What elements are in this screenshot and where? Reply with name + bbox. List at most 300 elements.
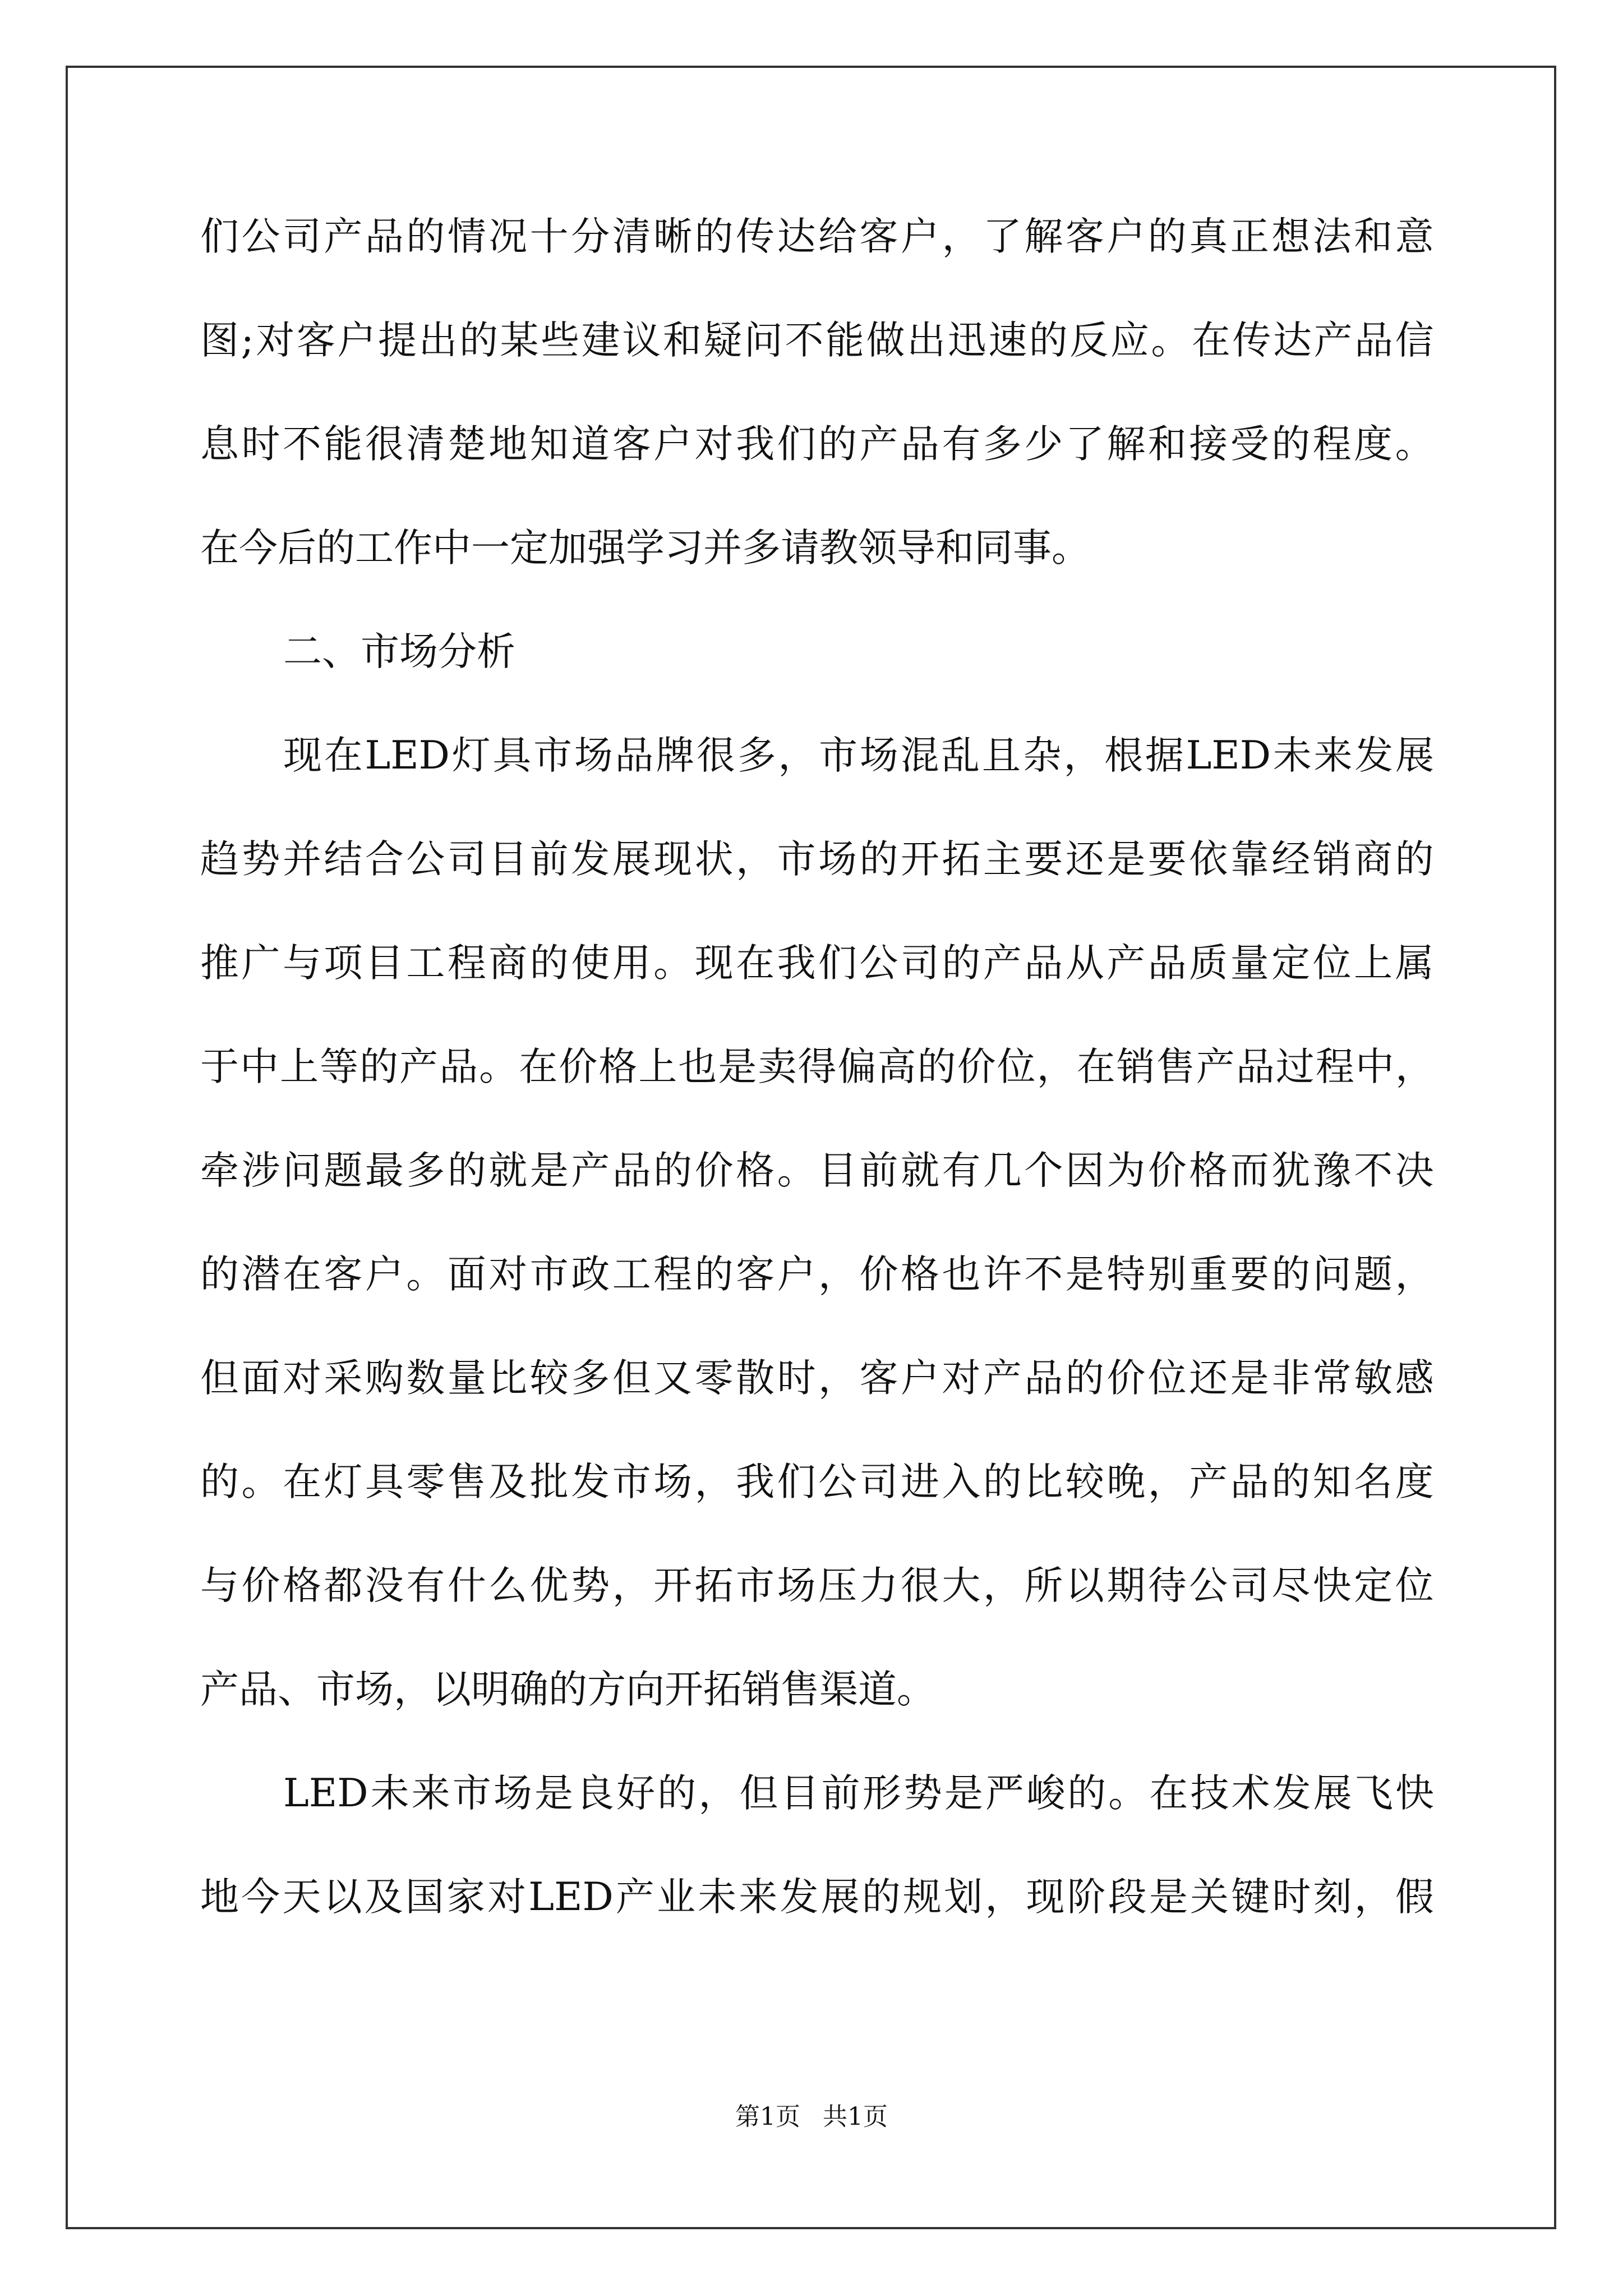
text-glyph: 定	[1354, 1563, 1393, 1608]
text-glyph: 公	[1189, 1563, 1228, 1608]
text-glyph: 的	[653, 1148, 693, 1193]
text-glyph: 客	[612, 422, 651, 467]
text-glyph: 们	[777, 1460, 816, 1504]
text-glyph: 品	[1024, 941, 1063, 986]
text-glyph: 要	[1147, 837, 1187, 882]
text-glyph: ，	[1395, 1045, 1434, 1089]
text-glyph: 品	[1354, 318, 1394, 363]
text-glyph: 正	[1230, 214, 1269, 259]
text-glyph: 面	[447, 1252, 486, 1297]
text-glyph: 但	[612, 1356, 651, 1401]
text-glyph: 发	[1272, 1771, 1311, 1816]
text-glyph: 品	[1235, 1045, 1275, 1089]
text-glyph: 清	[612, 214, 651, 259]
text-glyph: 产	[571, 1148, 610, 1193]
text-glyph: 的	[983, 1460, 1022, 1504]
text-glyph: 的	[861, 1875, 901, 1920]
text-glyph: 产	[615, 1875, 654, 1920]
text-glyph: 应	[1110, 318, 1149, 363]
text-glyph: ，	[942, 214, 981, 259]
text-glyph: 的	[200, 1252, 239, 1297]
text-glyph: 程	[1312, 422, 1352, 467]
text-glyph: 靠	[1230, 837, 1269, 882]
text-glyph: 的	[859, 837, 898, 882]
text-glyph: 们	[818, 941, 857, 986]
text-glyph: 度	[1354, 422, 1393, 467]
text-glyph: 没	[365, 1563, 404, 1608]
text-glyph: 品	[439, 1045, 478, 1089]
text-glyph: 格	[598, 1045, 638, 1089]
text-glyph: 不	[1354, 1148, 1393, 1193]
text-glyph: 很	[365, 422, 404, 467]
text-glyph: 反	[1069, 318, 1109, 363]
text-glyph: 道	[571, 422, 610, 467]
text-glyph: 中	[1355, 1045, 1394, 1089]
text-glyph: 十	[529, 214, 569, 259]
text-glyph: 晚	[1106, 1460, 1146, 1504]
text-glyph: 产	[983, 1356, 1022, 1401]
text-glyph: 客	[736, 1252, 775, 1297]
text-glyph: 假	[1395, 1875, 1434, 1920]
text-glyph: 提	[377, 318, 417, 363]
text-glyph: 的	[529, 941, 569, 986]
text-glyph: LED	[1186, 733, 1271, 778]
text-glyph: 想	[1271, 214, 1311, 259]
text-glyph: 个	[1024, 1148, 1063, 1193]
text-glyph: 还	[1189, 1356, 1228, 1401]
text-line	[200, 1045, 1434, 1152]
text-glyph: 场	[653, 1460, 693, 1504]
text-glyph: 是	[1149, 1875, 1188, 1920]
text-glyph: 的	[447, 1148, 486, 1193]
text-glyph: 严	[985, 1771, 1025, 1816]
text-glyph: 势	[903, 1771, 942, 1816]
text-glyph: 程	[1315, 1045, 1354, 1089]
text-glyph: 及	[364, 1875, 403, 1920]
text-glyph: 名	[1354, 1460, 1393, 1504]
text-glyph: 的	[694, 214, 734, 259]
text-glyph: 豫	[1312, 1148, 1352, 1193]
text-glyph: 达	[777, 214, 816, 259]
text-glyph: 的	[359, 1045, 399, 1089]
text-glyph: 场	[493, 1771, 532, 1816]
text-glyph: 我	[736, 422, 775, 467]
text-glyph: 得	[797, 1045, 837, 1089]
text-glyph: 图	[200, 318, 239, 363]
text-glyph: 息	[200, 422, 239, 467]
text-glyph: 产	[1106, 941, 1146, 986]
text-glyph: 的	[657, 1771, 697, 1816]
text-glyph: 乱	[941, 733, 980, 778]
text-glyph: 司	[447, 837, 486, 882]
text-glyph: 户	[337, 318, 376, 363]
text-glyph: 合	[365, 837, 404, 882]
text-glyph: ，	[694, 1460, 734, 1504]
text-glyph: 多	[406, 1148, 445, 1193]
text-glyph: 从	[1065, 941, 1104, 986]
text-glyph: 楚	[447, 422, 486, 467]
text-glyph: 有	[942, 1148, 981, 1193]
text-line: 产品、市场，以明确的方向开拓销售渠道。	[200, 1667, 935, 1712]
text-glyph: 知	[1312, 1460, 1352, 1504]
text-glyph: 对	[256, 318, 295, 363]
text-glyph: 的	[200, 1460, 239, 1504]
text-glyph: 在	[1191, 318, 1230, 363]
text-glyph: 格	[1189, 1148, 1228, 1193]
text-glyph: 场	[574, 733, 613, 778]
text-glyph: 敏	[1354, 1356, 1393, 1401]
text-glyph: 开	[653, 1563, 693, 1608]
text-glyph: 展	[612, 837, 651, 882]
text-glyph: 涉	[241, 1148, 280, 1193]
text-glyph: 多	[571, 1356, 610, 1401]
text-glyph: 发	[1354, 733, 1394, 778]
text-glyph: 前	[859, 1148, 898, 1193]
text-glyph: 工	[612, 1252, 651, 1297]
text-glyph: 来	[1313, 733, 1353, 778]
text-glyph: 程	[447, 941, 486, 986]
text-glyph: 程	[653, 1252, 693, 1297]
text-glyph: 司	[1230, 1563, 1269, 1608]
text-glyph: ，	[1354, 1875, 1393, 1920]
text-glyph: 产	[324, 214, 363, 259]
text-glyph: 户	[900, 214, 939, 259]
text-glyph: 现	[694, 941, 734, 986]
text-glyph: 在	[282, 1252, 321, 1297]
text-glyph: 犹	[1271, 1148, 1311, 1193]
text-glyph: 现	[283, 733, 322, 778]
text-glyph: 形	[862, 1771, 901, 1816]
text-glyph: 价	[694, 1148, 734, 1193]
text-glyph: 的	[818, 422, 857, 467]
text-glyph: 真	[1189, 214, 1228, 259]
text-glyph: ，	[1036, 1045, 1076, 1089]
text-glyph: 户	[900, 1356, 939, 1401]
text-glyph: 市	[452, 1771, 491, 1816]
text-glyph: 上	[1354, 941, 1393, 986]
text-glyph: 尽	[1271, 1563, 1311, 1608]
text-glyph: 牵	[200, 1148, 239, 1193]
text-glyph: 进	[900, 1460, 939, 1504]
text-glyph: 采	[324, 1356, 363, 1401]
text-glyph: ，	[736, 837, 775, 882]
text-glyph: 也	[678, 1045, 717, 1089]
text-glyph: 商	[488, 941, 528, 986]
text-glyph: 峻	[1026, 1771, 1066, 1816]
text-glyph: 些	[541, 318, 580, 363]
document-body	[200, 214, 1434, 1982]
text-glyph: 偏	[837, 1045, 877, 1089]
text-glyph: 情	[447, 214, 486, 259]
text-glyph: 是	[944, 1771, 983, 1816]
text-glyph: 价	[1106, 1356, 1146, 1401]
text-glyph: 是	[534, 1771, 573, 1816]
text-glyph: 格	[282, 1563, 321, 1608]
text-glyph: 术	[1231, 1771, 1270, 1816]
text-glyph: 发	[780, 1875, 819, 1920]
text-glyph: 零	[406, 1460, 445, 1504]
text-glyph: 开	[900, 837, 939, 882]
text-glyph: 且	[982, 733, 1021, 778]
text-glyph: 广	[241, 941, 280, 986]
text-glyph: 户	[653, 422, 693, 467]
text-glyph: 现	[1026, 1875, 1065, 1920]
text-glyph: 状	[694, 837, 734, 882]
text-glyph: 期	[1106, 1563, 1146, 1608]
text-glyph: 传	[1232, 318, 1271, 363]
text-glyph: 对	[488, 1252, 528, 1297]
text-glyph: 公	[406, 837, 445, 882]
text-glyph: 晰	[653, 214, 693, 259]
text-glyph: ，	[1063, 733, 1103, 778]
text-line	[200, 837, 1434, 944]
text-glyph: 市	[736, 1563, 775, 1608]
text-glyph: 什	[447, 1563, 486, 1608]
text-glyph: 很	[696, 733, 735, 778]
text-glyph: 据	[1145, 733, 1184, 778]
text-glyph: 发	[571, 1460, 610, 1504]
text-glyph: 解	[1024, 214, 1063, 259]
text-glyph: 但	[739, 1771, 778, 1816]
text-glyph: 问	[744, 318, 783, 363]
text-glyph: 品	[1024, 1356, 1063, 1401]
text-glyph: 了	[983, 214, 1022, 259]
text-glyph: LED	[528, 1875, 614, 1920]
text-glyph: 依	[1189, 837, 1228, 882]
text-glyph: 户	[1106, 214, 1146, 259]
text-glyph: 的	[1395, 837, 1434, 882]
text-glyph: 好	[616, 1771, 656, 1816]
text-glyph: 使	[571, 941, 610, 986]
text-glyph: 客	[324, 1252, 363, 1297]
text-glyph: 国	[405, 1875, 444, 1920]
text-glyph: 场	[859, 733, 898, 778]
text-glyph: 在	[324, 733, 363, 778]
text-glyph: 并	[282, 837, 321, 882]
text-glyph: 产	[399, 1045, 439, 1089]
text-line	[200, 1148, 1434, 1255]
text-glyph: 品	[1147, 941, 1187, 986]
text-glyph: 牌	[656, 733, 695, 778]
text-glyph: 散	[736, 1356, 775, 1401]
text-glyph: 场	[818, 837, 857, 882]
text-glyph: 信	[1395, 318, 1434, 363]
text-glyph: 客	[296, 318, 335, 363]
text-glyph: 目	[818, 1148, 857, 1193]
text-glyph: 展	[1395, 733, 1434, 778]
text-glyph: 议	[622, 318, 661, 363]
text-glyph: 对	[942, 1356, 981, 1401]
text-glyph: 技	[1190, 1771, 1229, 1816]
text-line	[200, 214, 1434, 321]
text-glyph: 。	[777, 1148, 816, 1193]
text-glyph: 展	[1313, 1771, 1352, 1816]
text-glyph: 趋	[200, 837, 239, 882]
text-glyph: 未	[370, 1771, 409, 1816]
text-glyph: 少	[1024, 422, 1063, 467]
text-glyph: 很	[900, 1563, 939, 1608]
text-glyph: ，	[1395, 1252, 1434, 1297]
text-glyph: 售	[447, 1460, 486, 1504]
text-glyph: 高	[877, 1045, 916, 1089]
text-glyph: 司	[859, 1460, 898, 1504]
text-glyph: 时	[241, 422, 280, 467]
text-glyph: 地	[488, 422, 528, 467]
text-glyph: 时	[1272, 1875, 1311, 1920]
text-glyph: 几	[983, 1148, 1022, 1193]
text-glyph: 是	[1065, 1252, 1104, 1297]
text-line	[200, 941, 1434, 1048]
text-glyph: 题	[1354, 1252, 1393, 1297]
text-glyph: 目	[488, 837, 528, 882]
text-glyph: 也	[942, 1252, 981, 1297]
text-glyph: 的	[942, 941, 981, 986]
text-glyph: 在	[1149, 1771, 1188, 1816]
text-glyph: ，	[983, 1563, 1022, 1608]
text-glyph: 价	[859, 1252, 898, 1297]
text-glyph: 目	[365, 941, 404, 986]
text-glyph: 最	[365, 1148, 404, 1193]
text-glyph: 市	[612, 1460, 651, 1504]
text-glyph: 品	[900, 422, 939, 467]
text-glyph: 。	[1108, 1771, 1147, 1816]
text-glyph: 来	[411, 1771, 450, 1816]
text-line	[200, 1563, 1434, 1671]
text-glyph: 。	[406, 1252, 445, 1297]
text-line	[200, 1460, 1434, 1567]
text-glyph: 过	[1275, 1045, 1315, 1089]
text-glyph: 关	[1190, 1875, 1229, 1920]
text-glyph: 灯	[451, 733, 491, 778]
text-glyph: 批	[529, 1460, 569, 1504]
text-glyph: LED	[283, 1771, 368, 1816]
text-glyph: 价	[1147, 1148, 1187, 1193]
section-heading: 二、市场分析	[283, 629, 515, 674]
text-glyph: 工	[406, 941, 445, 986]
text-glyph: 销	[1312, 837, 1352, 882]
text-glyph: 展	[820, 1875, 860, 1920]
text-glyph: 来	[739, 1875, 778, 1920]
text-glyph: 的	[1067, 1771, 1106, 1816]
text-glyph: 销	[1116, 1045, 1155, 1089]
text-glyph: 做	[866, 318, 905, 363]
text-glyph: 价	[559, 1045, 598, 1089]
text-line	[200, 1875, 1434, 1982]
text-glyph: 有	[406, 1563, 445, 1608]
text-glyph: 的	[1271, 422, 1311, 467]
text-glyph: 决	[1395, 1148, 1434, 1193]
text-glyph: 知	[529, 422, 569, 467]
text-glyph: 们	[777, 422, 816, 467]
text-glyph: 产	[1196, 1045, 1235, 1089]
text-glyph: 疑	[703, 318, 743, 363]
text-glyph: 不	[282, 422, 321, 467]
text-glyph: 的	[694, 1252, 734, 1297]
text-glyph: 推	[200, 941, 239, 986]
text-glyph: ，	[818, 1252, 857, 1297]
text-glyph: 力	[859, 1563, 898, 1608]
text-glyph: 较	[1065, 1460, 1104, 1504]
text-glyph: 问	[1312, 1252, 1352, 1297]
text-glyph: 卖	[758, 1045, 797, 1089]
text-glyph: 况	[488, 214, 528, 259]
text-glyph: 就	[488, 1148, 528, 1193]
text-glyph: 特	[1106, 1252, 1146, 1297]
text-glyph: 某	[500, 318, 539, 363]
text-glyph: 定	[1271, 941, 1311, 986]
text-glyph: 势	[571, 1563, 610, 1608]
text-glyph: 和	[1354, 214, 1393, 259]
text-glyph: 刻	[1313, 1875, 1352, 1920]
text-glyph: 题	[324, 1148, 363, 1193]
text-glyph: 购	[365, 1356, 404, 1401]
text-glyph: 未	[698, 1875, 737, 1920]
text-glyph: 灯	[324, 1460, 363, 1504]
text-glyph: 优	[529, 1563, 569, 1608]
text-glyph: 位	[1147, 1356, 1187, 1401]
text-glyph: 等	[320, 1045, 359, 1089]
text-glyph: 结	[324, 837, 363, 882]
text-glyph: 上	[280, 1045, 319, 1089]
text-glyph: 量	[447, 1356, 486, 1401]
text-glyph: 要	[1024, 837, 1063, 882]
text-glyph: 公	[241, 214, 280, 259]
text-glyph: 产	[983, 941, 1022, 986]
text-glyph: 具	[492, 733, 532, 778]
text-glyph: 就	[900, 1148, 939, 1193]
text-glyph: 项	[324, 941, 363, 986]
text-glyph: 公	[859, 941, 898, 986]
text-glyph: 。	[653, 941, 693, 986]
text-glyph: 常	[1312, 1356, 1352, 1401]
text-glyph: 们	[200, 214, 239, 259]
text-glyph: 对	[487, 1875, 527, 1920]
text-glyph: 意	[1395, 214, 1434, 259]
text-glyph: 较	[529, 1356, 569, 1401]
text-glyph: 待	[1147, 1563, 1187, 1608]
text-glyph: 接	[1189, 422, 1228, 467]
text-glyph: 对	[282, 1356, 321, 1401]
text-glyph: 公	[818, 1460, 857, 1504]
text-glyph: 分	[571, 214, 610, 259]
text-glyph: 以	[1065, 1563, 1104, 1608]
text-glyph: 所	[1024, 1563, 1063, 1608]
text-glyph: 对	[694, 422, 734, 467]
text-line: 在今后的工作中一定加强学习并多请教领导和同事。	[200, 526, 1090, 570]
text-glyph: 质	[1189, 941, 1228, 986]
text-glyph: 面	[241, 1356, 280, 1401]
text-glyph: 飞	[1354, 1771, 1393, 1816]
text-glyph: 品	[615, 733, 654, 778]
text-glyph: 速	[988, 318, 1027, 363]
text-glyph: 业	[657, 1875, 696, 1920]
text-glyph: 属	[1395, 941, 1434, 986]
text-glyph: 目	[780, 1771, 819, 1816]
text-glyph: 么	[488, 1563, 528, 1608]
text-glyph: 压	[818, 1563, 857, 1608]
text-glyph: ，	[612, 1563, 651, 1608]
text-glyph: 。	[479, 1045, 518, 1089]
text-glyph: 还	[1065, 837, 1104, 882]
text-glyph: 键	[1231, 1875, 1270, 1920]
text-glyph: 和	[1147, 422, 1187, 467]
text-glyph: 多	[737, 733, 776, 778]
text-glyph: 售	[1156, 1045, 1195, 1089]
text-glyph: 达	[1273, 318, 1312, 363]
text-glyph: 划	[944, 1875, 983, 1920]
text-glyph: 能	[324, 422, 363, 467]
text-glyph: 量	[1230, 941, 1269, 986]
